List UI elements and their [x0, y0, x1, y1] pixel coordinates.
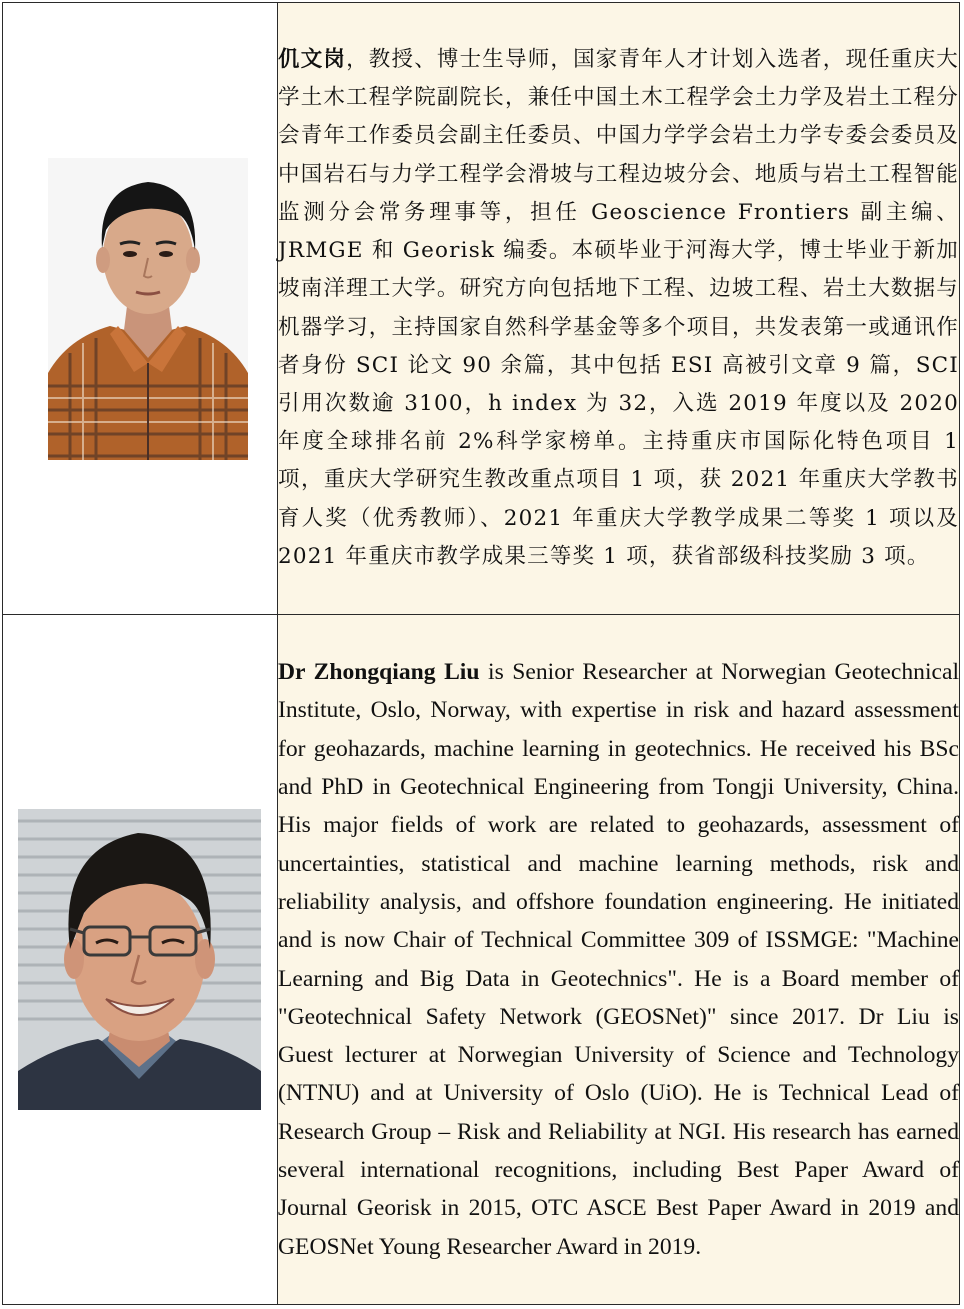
photo-cell	[3, 3, 278, 615]
bio-name-zhang: 仉文岗	[278, 47, 347, 73]
bio-paragraph-zhang	[278, 41, 959, 576]
biography-table	[2, 2, 960, 1305]
person-portrait-icon	[18, 809, 261, 1110]
table-row	[3, 615, 960, 1305]
bio-cell-liu	[278, 615, 960, 1305]
portrait-photo-liu	[18, 809, 261, 1110]
bio-cell-zhang	[278, 3, 960, 615]
bio-name-liu: Dr Zhongqiang Liu	[278, 659, 480, 686]
portrait-photo-zhang	[48, 158, 248, 460]
person-portrait-icon	[48, 158, 248, 460]
table-row	[3, 3, 960, 615]
bio-text-zhang: ，教授、博士生导师，国家青年人才计划入选者，现任重庆大学土木工程学院副院长，兼任中国土木工程学会土力学及岩土工程分会青年工作委员会副主任委员、中国力学学会岩土力学专委会委员及中国岩石与力学工程学会滑坡与工程边坡分会、地质与岩土工程智能监测分会常务理事等，担任 Geoscience Frontiers 副主编、JRMGE 和 Georisk 编委。本硕毕业于河海大学，博士毕业于新加坡南洋理工大学。研究方向包括地下工程、边坡工程、岩土大数据与机器学习，主持国家自然科学基金等多个项目，共发表第一或通讯作者身份 SCI 论文 90 余篇，其中包括 ESI 高被引文章 9 篇，SCI 引用次数逾 3100，h index 为 32，入选 2019 年度以及 2020 年度全球排名前 2%科学家榜单。主持重庆市国际化特色项目 1 项，重庆大学研究生教改重点项目 1 项，获 2021 年重庆大学教书育人奖（优秀教师）、2021 年重庆大学教学成果二等奖 1 项以及 2021 年重庆市教学成果三等奖 1 项，获省部级科技奖励 3 项。	[278, 47, 960, 569]
bio-paragraph-liu	[278, 653, 959, 1266]
photo-cell	[3, 615, 278, 1305]
bio-text-liu: is Senior Researcher at Norwegian Geotechnical Institute, Oslo, Norway, with expertise in risk and hazard assessment for geohazards, machine learning in geotechnics. He received his BSc and PhD in Geotechnical Engineering from Tongji University, China. His major fields of work are related to geohazards, assessment of uncertainties, statistical and machine learning methods, risk and reliability analysis, and offshore foundation engineering. He initiated and is now Chair of Technical Committee 309 of ISSMGE: "Machine Learning and Big Data in Geotechnics". He is a Board member of "Geotechnical Safety Network (GEOSNet)" since 2017. Dr Liu is Guest lecturer at Norwegian University of Science and Technology (NTNU) and at University of Oslo (UiO). He is Technical Lead of Research Group – Risk and Reliability at NGI. His research has earned several international recognitions, including Best Paper Award of Journal Georisk in 2015, OTC ASCE Best Paper Award in 2019 and GEOSNet Young Researcher Award in 2019.	[278, 659, 960, 1260]
